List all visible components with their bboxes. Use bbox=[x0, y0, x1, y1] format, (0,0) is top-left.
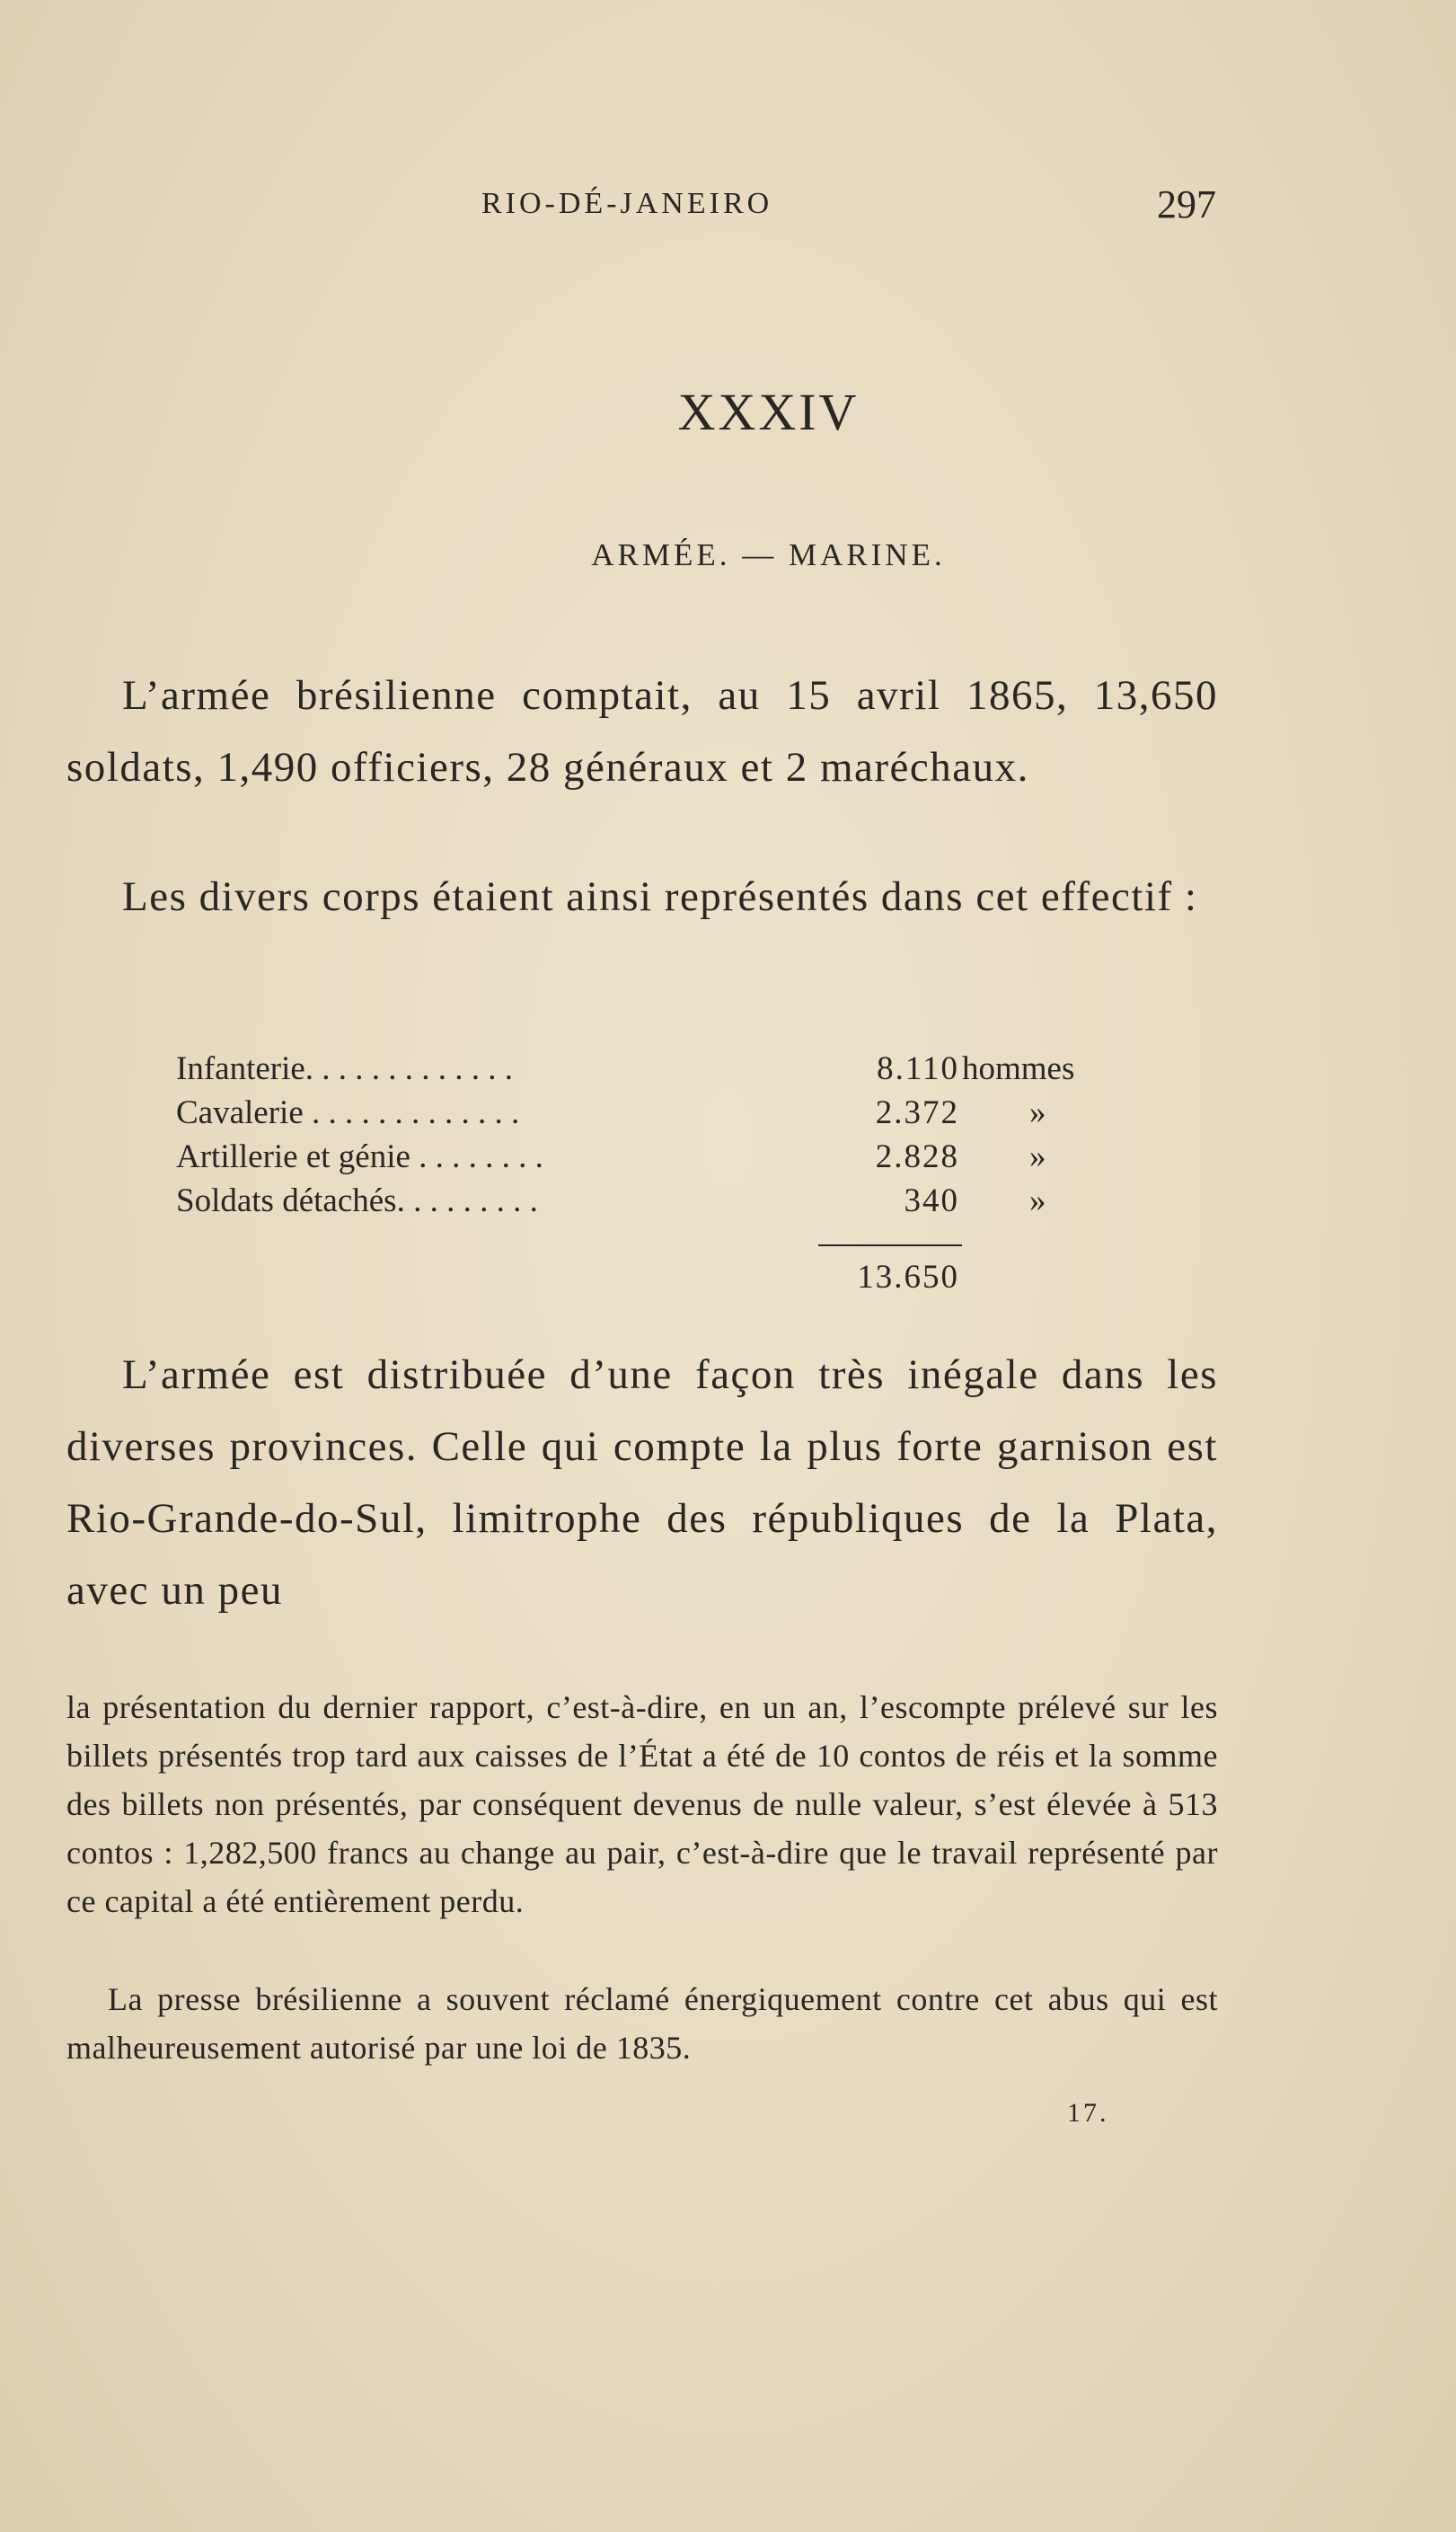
row-unit: » bbox=[1029, 1094, 1046, 1131]
paragraph-army-count: L’armée brésilienne comptait, au 15 avril 1865, 13,650 soldats, 1,490 officiers, 28 généraux et 2 maréchaux. bbox=[66, 672, 1218, 791]
paragraph-corps-intro: Les divers corps étaient ainsi représentés dans cet effectif : bbox=[122, 873, 1198, 920]
row-unit: hommes bbox=[962, 1050, 1075, 1087]
row-value: 2.828 bbox=[875, 1138, 959, 1175]
chapter-title: ARMÉE. — MARINE. bbox=[591, 537, 946, 572]
row-label: Soldats détachés. . . . . . . . . bbox=[176, 1182, 538, 1219]
running-title: RIO-DÉ-JANEIRO bbox=[481, 187, 773, 220]
footnote-continuation: la présentation du dernier rapport, c’est-à-dire, en un an, l’escompte prélevé sur les billets présentés trop tard aux caisses de l’État a été de 10 contos de réis et la somme des billets non présentés, par conséquent devenus de nulle valeur, s’est élevée à 513 contos : 1,282,500 francs au change au pair, c’est-à-dire que le travail représenté par ce capital a été entièrement perdu. bbox=[66, 1689, 1218, 1919]
table-row bbox=[176, 1135, 1164, 1179]
table-row bbox=[176, 1091, 1164, 1135]
row-label: Artillerie et génie . . . . . . . . bbox=[176, 1138, 543, 1175]
row-unit: » bbox=[1029, 1138, 1046, 1175]
row-unit: » bbox=[1029, 1182, 1046, 1219]
signature-mark: 17. bbox=[1067, 2098, 1109, 2128]
paragraph-distribution: L’armée est distribuée d’une façon très inégale dans les diverses provinces. Celle qui compte la plus forte garnison est Rio-Grande-do-Sul, limitrophe des républiques de la Plata, avec un peu bbox=[66, 1351, 1218, 1614]
row-label: Infanterie. . . . . . . . . . . . . bbox=[176, 1050, 514, 1087]
table-row bbox=[176, 1047, 1164, 1091]
page-number: 297 bbox=[1157, 182, 1216, 226]
army-corps-table bbox=[176, 1047, 1164, 1296]
table-total: 13.650 bbox=[857, 1259, 959, 1296]
page-header bbox=[481, 182, 1218, 232]
row-value: 8.110 bbox=[877, 1050, 959, 1087]
row-label: Cavalerie . . . . . . . . . . . . . bbox=[176, 1094, 520, 1131]
row-value: 2.372 bbox=[875, 1094, 959, 1131]
footnote-press: La presse brésilienne a souvent réclamé énergiquement contre cet abus qui est malheureusement autorisé par une loi de 1835. bbox=[66, 1981, 1218, 2066]
row-value: 340 bbox=[904, 1182, 959, 1219]
chapter-number: XXXIV bbox=[677, 383, 860, 441]
table-row bbox=[176, 1179, 1164, 1223]
sum-rule bbox=[818, 1244, 962, 1246]
